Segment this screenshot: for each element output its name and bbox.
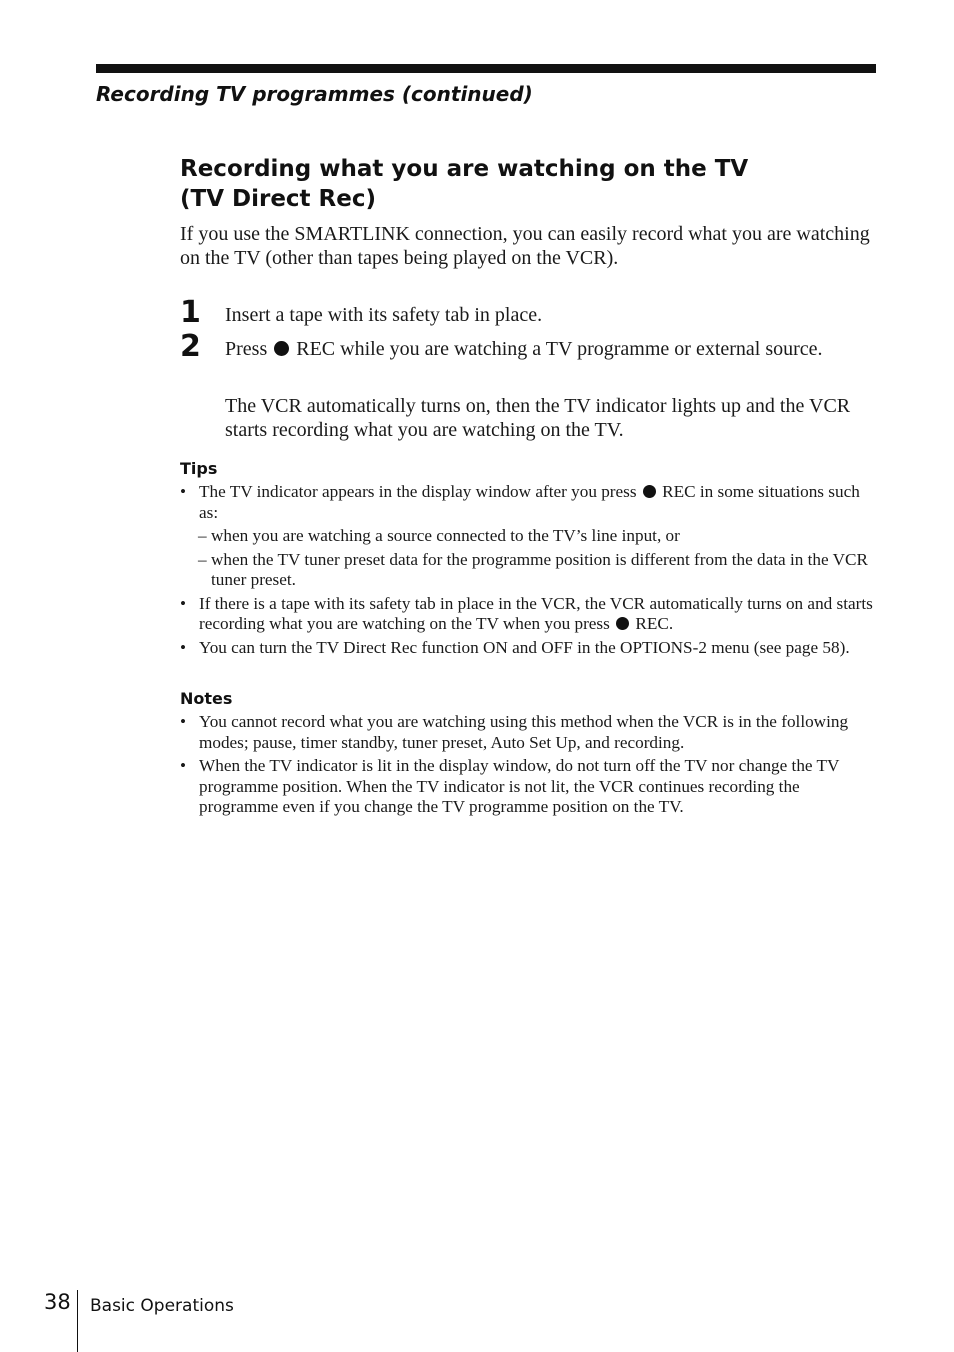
step-text bbox=[225, 338, 875, 361]
footer-section-label: Basic Operations bbox=[90, 1296, 234, 1316]
tips-heading: Tips bbox=[180, 459, 218, 478]
notes-heading: Notes bbox=[180, 689, 233, 708]
step-text-before: Press bbox=[225, 338, 268, 360]
top-rule bbox=[96, 64, 876, 73]
rec-dot-icon bbox=[274, 341, 289, 356]
note-text: When the TV indicator is lit in the display window, do not turn off the TV nor change the TV programme position. When the TV indicator is not lit, the VCR continues recording the programme even if you change the TV programme position on the TV. bbox=[199, 756, 840, 816]
section-title bbox=[180, 154, 840, 214]
tip-text-after: REC in some situations such as: bbox=[199, 482, 860, 522]
note-text: You cannot record what you are watching using this method when the VCR is in the following modes; pause, timer standby, tuner preset, Auto Set Up, and recording. bbox=[199, 712, 849, 752]
section-title-line1: Recording what you are watching on the TV bbox=[180, 156, 749, 182]
section-title-line2: (TV Direct Rec) bbox=[180, 186, 377, 212]
tip-sub-item bbox=[198, 526, 876, 547]
footer-rule bbox=[77, 1290, 78, 1352]
tip-sub-text: when the TV tuner preset data for the programme position is different from the data in the VCR tuner preset. bbox=[211, 549, 868, 589]
step-text: Insert a tape with its safety tab in place. bbox=[225, 304, 543, 326]
bullet: • bbox=[180, 756, 187, 775]
notes-list bbox=[180, 712, 876, 821]
rec-dot-icon bbox=[643, 485, 656, 498]
tip-sub-text: when you are watching a source connected to the TV’s line input, or bbox=[211, 526, 680, 545]
rec-dot-icon bbox=[616, 617, 629, 630]
dash: – bbox=[198, 526, 207, 545]
tip-item bbox=[180, 594, 876, 635]
page-number: 38 bbox=[44, 1290, 71, 1314]
intro-paragraph: If you use the SMARTLINK connection, you can easily record what you are watching on the TV (other than tapes being played on the VCR). bbox=[180, 223, 870, 269]
tip-sub-item bbox=[198, 550, 876, 591]
bullet: • bbox=[180, 637, 187, 657]
tip-text-after: REC. bbox=[635, 614, 674, 633]
step-number: 2 bbox=[180, 329, 201, 364]
tip-text: You can turn the TV Direct Rec function ON and OFF in the OPTIONS-2 menu (see page 58). bbox=[199, 637, 850, 657]
bullet: • bbox=[180, 593, 187, 613]
step-result: The VCR automatically turns on, then the TV indicator lights up and the VCR starts recording what you are watching on the TV. bbox=[225, 395, 851, 441]
bullet: • bbox=[180, 482, 187, 501]
note-item bbox=[180, 712, 876, 753]
tip-item bbox=[180, 482, 876, 591]
tip-item bbox=[180, 638, 876, 659]
tips-list bbox=[180, 482, 876, 661]
dash: – bbox=[198, 549, 207, 569]
bullet: • bbox=[180, 712, 187, 731]
step-text-after: REC while you are watching a TV programme or external source. bbox=[296, 338, 823, 360]
running-head: Recording TV programmes (continued) bbox=[96, 82, 533, 106]
tip-text-before: The TV indicator appears in the display window after you press bbox=[199, 482, 637, 501]
tip-text-before: If there is a tape with its safety tab in place in the VCR, the VCR automatically turns on and starts recording what you are watching on the TV when you press bbox=[199, 593, 873, 633]
note-item bbox=[180, 756, 876, 818]
step-number: 1 bbox=[180, 295, 201, 330]
